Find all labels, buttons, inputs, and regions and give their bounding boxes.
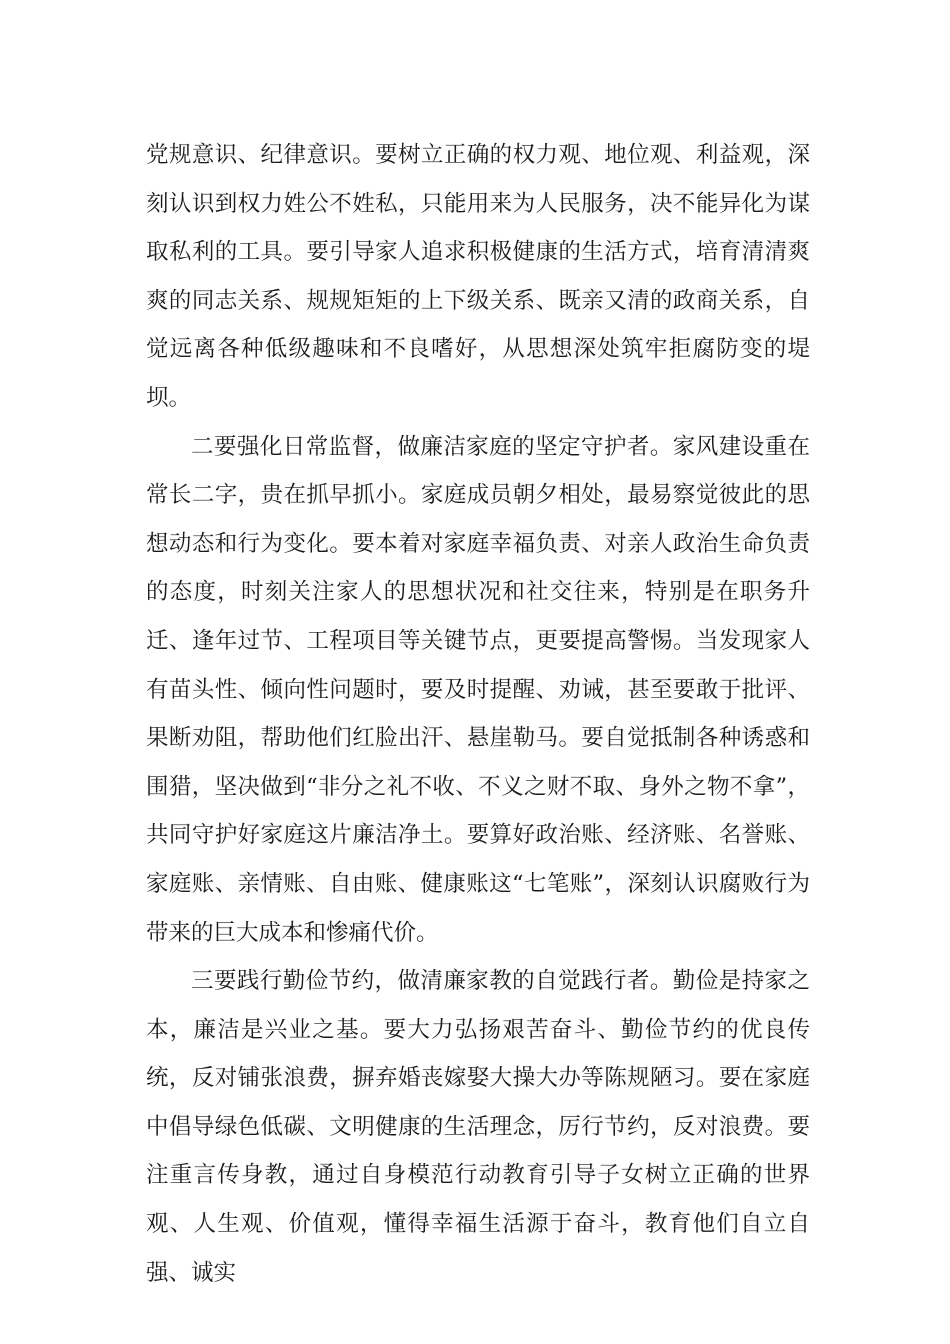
- paragraph-daily-supervision: 二要强化日常监督，做廉洁家庭的坚定守护者。家风建设重在常长二字，贵在抓早抓小。家庭成员朝夕相处，最易察觉彼此的思想动态和行为变化。要本着对家庭幸福负责、对亲人政治生命负责的态度，时刻关注家人的思想状况和社交往来，特别是在职务升迁、逢年过节、工程项目等关键节点，更要提高警惕。当发现家人有苗头性、倾向性问题时，要及时提醒、劝诫，甚至要敢于批评、果断劝阻，帮助他们红脸出汗、悬崖勒马。要自觉抵制各种诱惑和围猎，坚决做到“非分之礼不收、不义之财不取、身外之物不拿”，共同守护好家庭这片廉洁净土。要算好政治账、经济账、名誉账、家庭账、亲情账、自由账、健康账这“七笔账”，深刻认识腐败行为带来的巨大成本和惨痛代价。: [146, 433, 810, 946]
- document-body: [146, 131, 810, 1297]
- paragraph-frugality: 三要践行勤俭节约，做清廉家教的自觉践行者。勤俭是持家之本，廉洁是兴业之基。要大力弘扬艰苦奋斗、勤俭节约的优良传统，反对铺张浪费，摒弃婚丧嫁娶大操大办等陈规陋习。要在家庭中倡导绿色低碳、文明健康的生活理念，厉行节约，反对浪费。要注重言传身教，通过自身模范行动教育引导子女树立正确的世界观、人生观、价值观，懂得幸福生活源于奋斗，教育他们自立自强、诚实: [146, 968, 810, 1286]
- paragraph-continuation: 党规意识、纪律意识。要树立正确的权力观、地位观、利益观，深刻认识到权力姓公不姓私，只能用来为人民服务，决不能异化为谋取私利的工具。要引导家人追求积极健康的生活方式，培育清清爽爽的同志关系、规规矩矩的上下级关系、既亲又清的政商关系，自觉远离各种低级趣味和不良嗜好，从思想深处筑牢拒腐防变的堤坝。: [146, 142, 810, 411]
